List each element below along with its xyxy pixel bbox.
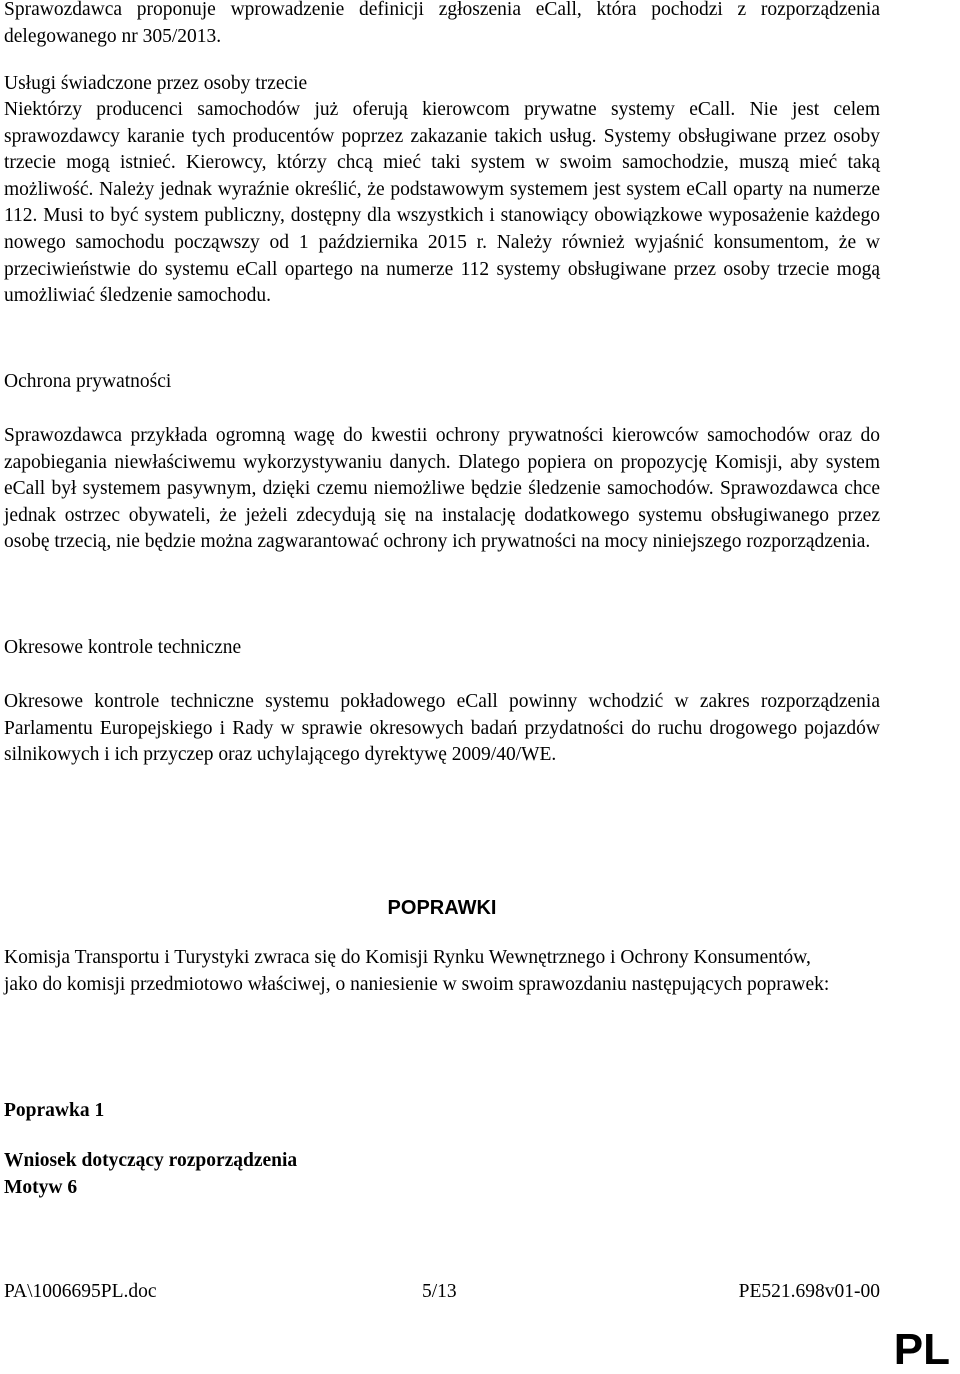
language-code: PL: [893, 1325, 950, 1374]
committee-paragraph: Komisja Transportu i Turystyki zwraca się do Komisji Rynku Wewnętrznego i Ochrony Konsumentów, jako do komisji przedmiotowo właściwej, o naniesienie w swoim sprawozdaniu następujących poprawek:: [4, 947, 830, 995]
privacy-paragraph: Sprawozdawca przykłada ogromną wagę do kwestii ochrony prywatności kierowców samochodów oraz do zapobiegania niewłaściwemu wykorzystywaniu danych. Dlatego popiera on propozycję Komisji, aby system eCall był systemem pasywnym, dzięki czemu niemożliwe będzie śledzenie samochodów. Sprawozdawca chce jednak ostrzec obywateli, że jeżeli zdecydują się na instalację dodatkowego systemu obsługiwanego przez osobę trzecią, nie będzie można zagwarantować ochrony ich prywatności na mocy niniejszego rozporządzenia.: [4, 425, 880, 553]
recital-label: Motyw 6: [4, 1177, 78, 1198]
footer-reference: PE521.698v01-00: [738, 1281, 880, 1302]
section-heading-inspections: Okresowe kontrole techniczne: [4, 637, 242, 658]
footer-page-number: 5/13: [422, 1281, 457, 1302]
inspections-paragraph: Okresowe kontrole techniczne systemu pokładowego eCall powinny wchodzić w zakres rozporządzenia Parlamentu Europejskiego i Rady w sprawie okresowych badań przydatności do ruchu drogowego pojazdów silnikowych i ich przyczep oraz uchylającego dyrektywę 2009/40/WE.: [4, 691, 880, 766]
third-party-paragraph: Niektórzy producenci samochodów już oferują kierowcom prywatne systemy eCall. Nie jest celem sprawozdawcy karanie tych producentów poprzez zakazanie takich usług. Systemy obsługiwane przez osoby trzecie mogą istnieć. Kierowcy, którzy chcą mieć taki system w swoim samochodzie, muszą mieć taką możliwość. Należy jednak wyraźnie określić, że podstawowym systemem jest system eCall oparty na numerze 112. Musi to być system publiczny, dostępny dla wszystkich i stanowiący obowiązkowe wyposażenie każdego nowego samochodu począwszy od 1 października 2015 r. Należy również wyjaśnić konsumentom, że w przeciwieństwie do systemu eCall opartego na numerze 112 systemy obsługiwane przez osoby trzecie mogą umożliwiać śledzenie samochodu.: [4, 99, 880, 307]
footer-filename: PA\1006695PL.doc: [4, 1281, 157, 1302]
intro-paragraph: Sprawozdawca proponuje wprowadzenie definicji zgłoszenia eCall, która pochodzi z rozporządzenia delegowanego nr 305/2013.: [4, 0, 880, 47]
page-footer: [4, 1279, 880, 1305]
section-heading-third-party: Usługi świadczone przez osoby trzecie: [4, 73, 308, 94]
section-heading-privacy: Ochrona prywatności: [4, 371, 172, 392]
proposal-title: Wniosek dotyczący rozporządzenia: [4, 1150, 298, 1171]
amendment-label: Poprawka 1: [4, 1100, 105, 1121]
amendments-title: POPRAWKI: [387, 897, 497, 919]
